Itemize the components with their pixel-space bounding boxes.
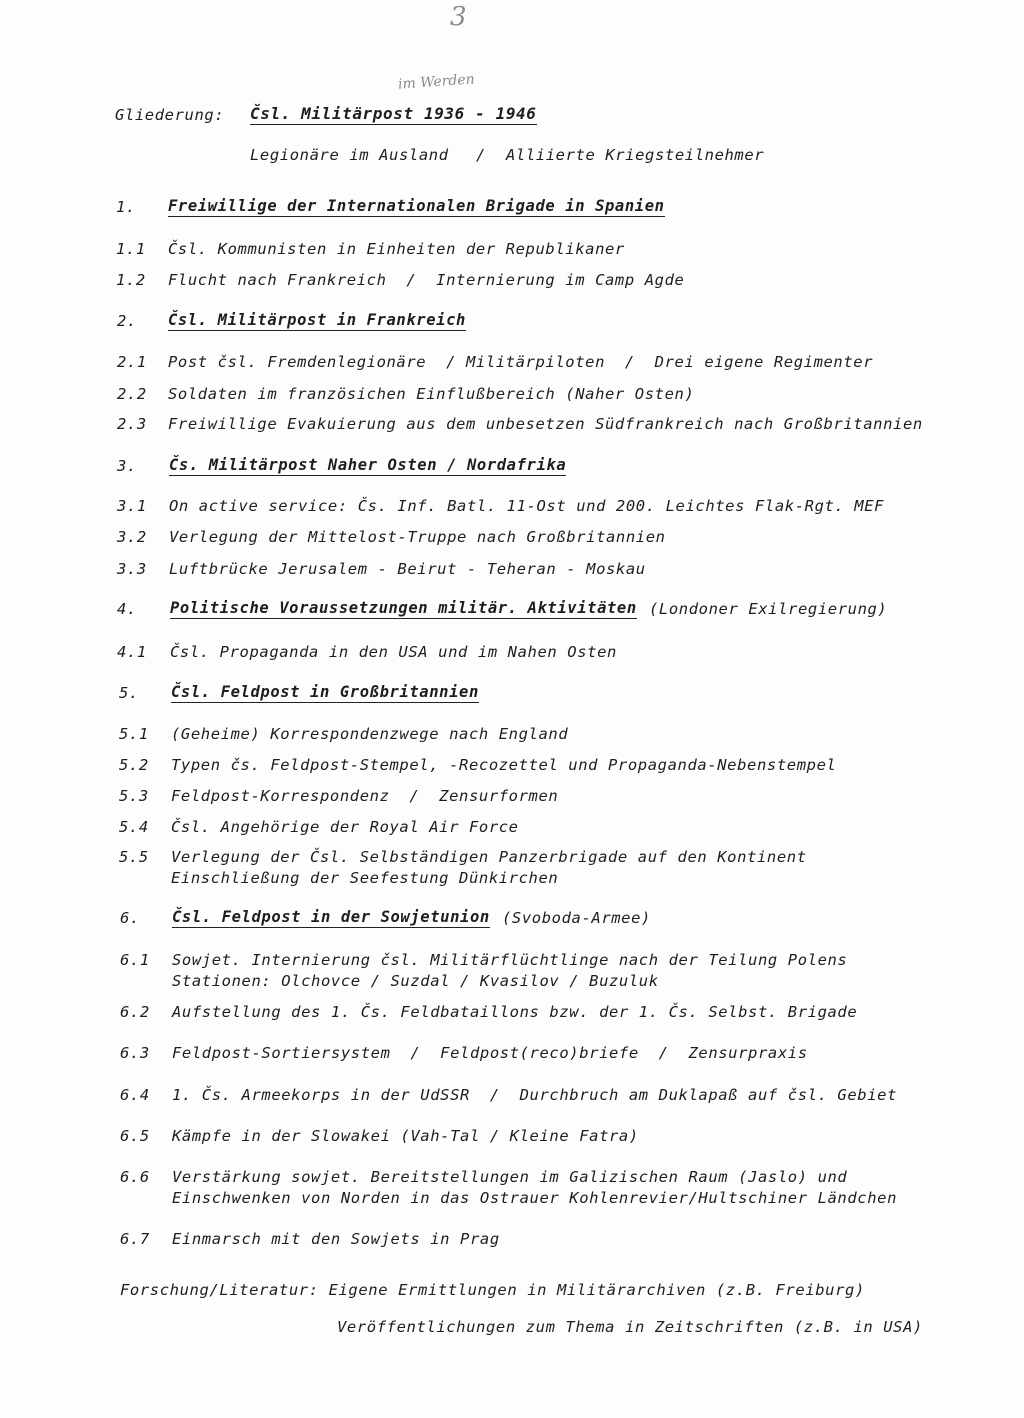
item-number: 2.2 [117, 385, 147, 403]
subtitle-right: Alliierte Kriegsteilnehmer [506, 146, 765, 164]
item-number: 6.7 [120, 1230, 150, 1248]
subtitle-left: Legionäre im Ausland [250, 146, 449, 164]
item-number: 4.1 [117, 643, 147, 661]
item-number: 2.1 [117, 353, 147, 371]
item-number: 3.3 [117, 560, 147, 578]
section-title: Čsl. Militärpost in Frankreich [168, 311, 466, 329]
section-number: 5. [119, 684, 139, 702]
item-text: Einmarsch mit den Sowjets in Prag [172, 1230, 500, 1248]
item-text: Feldpost-Korrespondenz / Zensurformen [171, 787, 559, 805]
item-text: 1. Čs. Armeekorps in der UdSSR / Durchbruch am Duklapaß auf čsl. Gebiet [172, 1086, 898, 1104]
footer-research: Forschung/Literatur: Eigene Ermittlungen in Militärarchiven (z.B. Freiburg) [120, 1281, 865, 1299]
item-text: Kämpfe in der Slowakei (Vah-Tal / Kleine Fatra) [172, 1127, 639, 1145]
item-text: (Geheime) Korrespondenzwege nach England [171, 725, 569, 743]
item-text: Feldpost-Sortiersystem / Feldpost(reco)briefe / Zensurpraxis [172, 1044, 808, 1062]
outline-label: Gliederung: [115, 106, 225, 124]
item-number: 6.6 [120, 1168, 150, 1186]
item-number: 5.1 [119, 725, 149, 743]
item-number: 5.3 [119, 787, 149, 805]
item-number: 3.1 [117, 497, 147, 515]
item-number: 5.5 [119, 848, 149, 866]
item-text: Sowjet. Internierung čsl. Militärflüchtlinge nach der Teilung Polens [172, 951, 848, 969]
section-number: 4. [117, 600, 137, 618]
item-text: Luftbrücke Jerusalem - Beirut - Teheran - Moskau [169, 560, 646, 578]
item-number: 3.2 [117, 528, 147, 546]
section-title: Čs. Militärpost Naher Osten / Nordafrika [169, 456, 567, 474]
section-number: 6. [120, 909, 140, 927]
item-number: 6.1 [120, 951, 150, 969]
handwritten-note: im Werden [397, 71, 476, 93]
item-text-continued: Stationen: Olchovce / Suzdal / Kvasilov / Buzuluk [172, 972, 659, 990]
section-title: Čsl. Feldpost in der Sowjetunion [172, 908, 490, 926]
item-text: Aufstellung des 1. Čs. Feldbataillons bzw. der 1. Čs. Selbst. Brigade [172, 1003, 858, 1021]
item-text: Post čsl. Fremdenlegionäre / Militärpiloten / Drei eigene Regimenter [168, 353, 874, 371]
item-text: Čsl. Kommunisten in Einheiten der Republikaner [168, 240, 625, 258]
subtitle-separator: / [476, 146, 486, 164]
item-number: 5.4 [119, 818, 149, 836]
item-text-continued: Einschwenken von Norden in das Ostrauer Kohlenrevier/Hultschiner Ländchen [172, 1189, 898, 1207]
item-number: 6.5 [120, 1127, 150, 1145]
footer-publications: Veröffentlichungen zum Thema in Zeitschriften (z.B. in USA) [337, 1318, 923, 1336]
item-text: Verlegung der Mittelost-Truppe nach Großbritannien [169, 528, 666, 546]
item-text: Flucht nach Frankreich / Internierung im Camp Agde [168, 271, 685, 289]
item-number: 5.2 [119, 756, 149, 774]
section-number: 2. [117, 312, 137, 330]
page-number: 3 [450, 2, 467, 32]
item-number: 1.1 [116, 240, 146, 258]
item-text-continued: Einschließung der Seefestung Dünkirchen [171, 869, 559, 887]
item-text: On active service: Čs. Inf. Batl. 11-Ost und 200. Leichtes Flak-Rgt. MEF [169, 497, 885, 515]
document-title: Čsl. Militärpost 1936 - 1946 [250, 104, 537, 123]
item-number: 6.3 [120, 1044, 150, 1062]
section-note: (Svoboda-Armee) [502, 909, 651, 927]
item-text: Čsl. Propaganda in den USA und im Nahen Osten [170, 643, 617, 661]
section-title: Politische Voraussetzungen militär. Aktivitäten [170, 599, 637, 617]
item-text: Čsl. Angehörige der Royal Air Force [171, 818, 519, 836]
item-number: 1.2 [116, 271, 146, 289]
item-text: Freiwillige Evakuierung aus dem unbesetzen Südfrankreich nach Großbritannien [168, 415, 923, 433]
item-text: Verlegung der Čsl. Selbständigen Panzerbrigade auf den Kontinent [171, 848, 807, 866]
item-number: 6.4 [120, 1086, 150, 1104]
section-note: (Londoner Exilregierung) [649, 600, 888, 618]
section-title: Čsl. Feldpost in Großbritannien [171, 683, 479, 701]
item-text: Typen čs. Feldpost-Stempel, -Recozettel und Propaganda-Nebenstempel [171, 756, 837, 774]
section-number: 1. [116, 198, 136, 216]
item-text: Soldaten im französichen Einflußbereich (Naher Osten) [168, 385, 695, 403]
item-number: 6.2 [120, 1003, 150, 1021]
item-text: Verstärkung sowjet. Bereitstellungen im Galizischen Raum (Jaslo) und [172, 1168, 848, 1186]
section-title: Freiwillige der Internationalen Brigade in Spanien [168, 197, 665, 215]
section-number: 3. [117, 457, 137, 475]
item-number: 2.3 [117, 415, 147, 433]
